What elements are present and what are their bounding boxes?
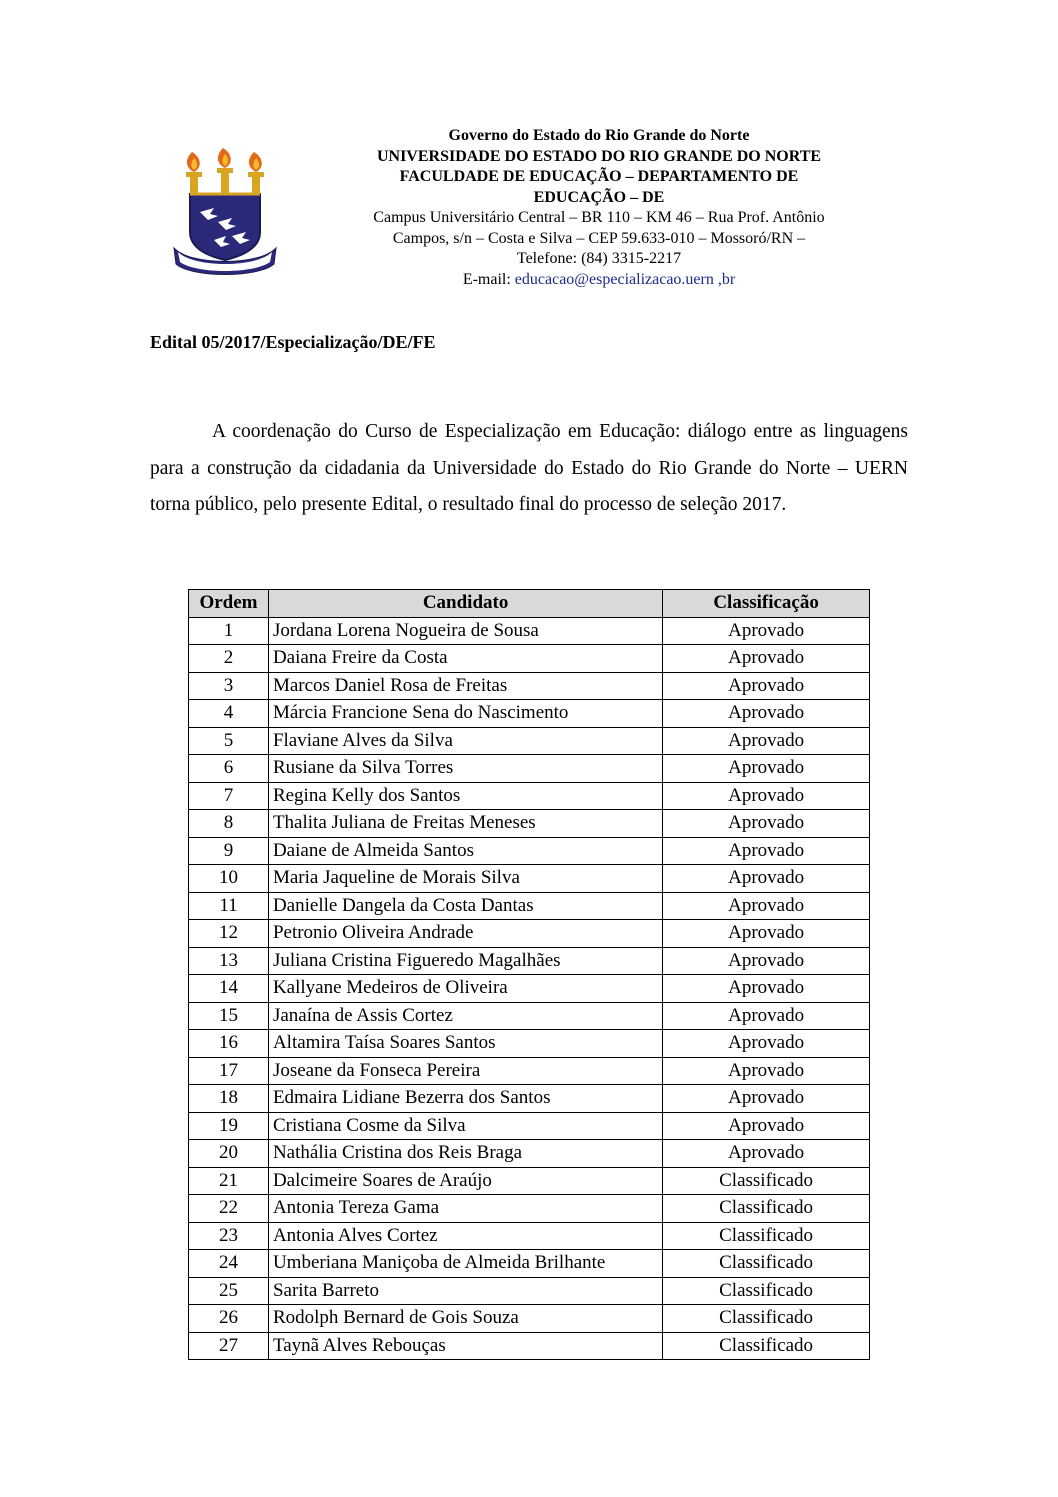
cell-classificacao: Aprovado [663, 920, 870, 948]
cell-candidato: Daiane de Almeida Santos [268, 837, 662, 865]
cell-candidato: Danielle Dangela da Costa Dantas [268, 892, 662, 920]
table-row [189, 700, 870, 728]
uern-crest-icon [170, 144, 280, 280]
table-row [189, 1222, 870, 1250]
table-row [189, 1277, 870, 1305]
cell-ordem: 21 [189, 1167, 269, 1195]
email-line [336, 270, 862, 291]
cell-candidato: Regina Kelly dos Santos [268, 782, 662, 810]
cell-candidato: Rodolph Bernard de Gois Souza [268, 1305, 662, 1333]
cell-ordem: 20 [189, 1140, 269, 1168]
address-line-1: Campus Universitário Central – BR 110 – KM 46 – Rua Prof. Antônio [373, 209, 825, 226]
table-row [189, 1305, 870, 1333]
cell-ordem: 22 [189, 1195, 269, 1223]
cell-classificacao: Aprovado [663, 947, 870, 975]
cell-ordem: 7 [189, 782, 269, 810]
email-label: E-mail: [462, 270, 515, 288]
cell-candidato: Cristiana Cosme da Silva [268, 1112, 662, 1140]
table-row [189, 645, 870, 673]
table-row [189, 1085, 870, 1113]
cell-ordem: 16 [189, 1030, 269, 1058]
table-row [189, 1002, 870, 1030]
table-header-row [189, 590, 870, 618]
cell-classificacao: Classificado [663, 1277, 870, 1305]
table-row [189, 1195, 870, 1223]
cell-ordem: 15 [189, 1002, 269, 1030]
faculty-name: FACULDADE DE EDUCAÇÃO – DEPARTAMENTO DE [399, 168, 799, 185]
cell-candidato: Dalcimeire Soares de Araújo [268, 1167, 662, 1195]
results-table [188, 589, 870, 1360]
cell-candidato: Antonia Tereza Gama [268, 1195, 662, 1223]
cell-candidato: Janaína de Assis Cortez [268, 1002, 662, 1030]
table-row [189, 727, 870, 755]
cell-candidato: Edmaira Lidiane Bezerra dos Santos [268, 1085, 662, 1113]
torch-left-icon [186, 152, 202, 197]
torch-right-icon [248, 152, 264, 197]
column-header-candidato: Candidato [268, 590, 662, 618]
cell-classificacao: Aprovado [663, 700, 870, 728]
cell-classificacao: Aprovado [663, 617, 870, 645]
cell-classificacao: Aprovado [663, 782, 870, 810]
cell-candidato: Antonia Alves Cortez [268, 1222, 662, 1250]
cell-candidato: Petronio Oliveira Andrade [268, 920, 662, 948]
table-row [189, 892, 870, 920]
announcement-paragraph: A coordenação do Curso de Especialização em Educação: diálogo entre as linguagens para a construção da cidadania da Universidade do Estado do Rio Grande do Norte – UERN torna público, pelo presente Edital, o resultado final do processo de seleção 2017. [150, 421, 908, 515]
cell-candidato: Taynã Alves Rebouças [268, 1332, 662, 1360]
table-row [189, 1112, 870, 1140]
cell-candidato: Kallyane Medeiros de Oliveira [268, 975, 662, 1003]
department-name: EDUCAÇÃO – DE [533, 188, 665, 206]
institution-header [336, 126, 862, 290]
cell-ordem: 9 [189, 837, 269, 865]
cell-ordem: 19 [189, 1112, 269, 1140]
cell-candidato: Nathália Cristina dos Reis Braga [268, 1140, 662, 1168]
address-line-2: Campos, s/n – Costa e Silva – CEP 59.633-010 – Mossoró/RN – [392, 229, 806, 247]
cell-ordem: 18 [189, 1085, 269, 1113]
table-row [189, 1250, 870, 1278]
table-row [189, 782, 870, 810]
cell-classificacao: Classificado [663, 1332, 870, 1360]
table-row [189, 865, 870, 893]
cell-ordem: 1 [189, 617, 269, 645]
cell-classificacao: Aprovado [663, 1140, 870, 1168]
cell-ordem: 6 [189, 755, 269, 783]
table-row [189, 810, 870, 838]
table-row [189, 1140, 870, 1168]
cell-ordem: 12 [189, 920, 269, 948]
cell-classificacao: Classificado [663, 1305, 870, 1333]
cell-classificacao: Aprovado [663, 975, 870, 1003]
cell-ordem: 3 [189, 672, 269, 700]
cell-classificacao: Aprovado [663, 1030, 870, 1058]
table-row [189, 920, 870, 948]
cell-candidato: Altamira Taísa Soares Santos [268, 1030, 662, 1058]
cell-candidato: Marcos Daniel Rosa de Freitas [268, 672, 662, 700]
table-row [189, 755, 870, 783]
cell-classificacao: Aprovado [663, 1112, 870, 1140]
cell-ordem: 11 [189, 892, 269, 920]
cell-candidato: Joseane da Fonseca Pereira [268, 1057, 662, 1085]
cell-classificacao: Aprovado [663, 727, 870, 755]
cell-ordem: 26 [189, 1305, 269, 1333]
cell-candidato: Sarita Barreto [268, 1277, 662, 1305]
table-row [189, 975, 870, 1003]
cell-candidato: Flaviane Alves da Silva [268, 727, 662, 755]
cell-ordem: 5 [189, 727, 269, 755]
edital-title: Edital 05/2017/Especialização/DE/FE [150, 332, 436, 352]
cell-classificacao: Aprovado [663, 865, 870, 893]
table-row [189, 947, 870, 975]
results-table-body [189, 617, 870, 1360]
cell-candidato: Jordana Lorena Nogueira de Sousa [268, 617, 662, 645]
crest-svg [170, 144, 280, 280]
table-row [189, 672, 870, 700]
cell-ordem: 24 [189, 1250, 269, 1278]
cell-classificacao: Aprovado [663, 810, 870, 838]
cell-ordem: 2 [189, 645, 269, 673]
cell-classificacao: Aprovado [663, 1057, 870, 1085]
cell-classificacao: Aprovado [663, 892, 870, 920]
cell-candidato: Márcia Francione Sena do Nascimento [268, 700, 662, 728]
table-row [189, 837, 870, 865]
cell-classificacao: Aprovado [663, 645, 870, 673]
cell-candidato: Thalita Juliana de Freitas Meneses [268, 810, 662, 838]
table-row [189, 1167, 870, 1195]
cell-candidato: Umberiana Maniçoba de Almeida Brilhante [268, 1250, 662, 1278]
cell-classificacao: Aprovado [663, 837, 870, 865]
cell-candidato: Daiana Freire da Costa [268, 645, 662, 673]
cell-ordem: 25 [189, 1277, 269, 1305]
table-row [189, 1057, 870, 1085]
government-name: Governo do Estado do Rio Grande do Norte [448, 127, 750, 144]
cell-classificacao: Aprovado [663, 755, 870, 783]
table-row [189, 1030, 870, 1058]
cell-classificacao: Classificado [663, 1167, 870, 1195]
cell-classificacao: Aprovado [663, 1085, 870, 1113]
torch-center-icon [217, 148, 233, 195]
table-row [189, 1332, 870, 1360]
email-link[interactable]: educacao@especializacao.uern ,br [514, 270, 736, 288]
cell-ordem: 8 [189, 810, 269, 838]
cell-candidato: Maria Jaqueline de Morais Silva [268, 865, 662, 893]
cell-classificacao: Classificado [663, 1222, 870, 1250]
cell-ordem: 27 [189, 1332, 269, 1360]
cell-candidato: Juliana Cristina Figueredo Magalhães [268, 947, 662, 975]
cell-classificacao: Classificado [663, 1250, 870, 1278]
cell-ordem: 10 [189, 865, 269, 893]
column-header-ordem: Ordem [189, 590, 269, 618]
column-header-classificacao: Classificação [663, 590, 870, 618]
cell-ordem: 4 [189, 700, 269, 728]
cell-ordem: 17 [189, 1057, 269, 1085]
table-row [189, 617, 870, 645]
cell-classificacao: Aprovado [663, 672, 870, 700]
cell-classificacao: Aprovado [663, 1002, 870, 1030]
cell-candidato: Rusiane da Silva Torres [268, 755, 662, 783]
university-name: UNIVERSIDADE DO ESTADO DO RIO GRANDE DO NORTE [376, 147, 822, 165]
cell-ordem: 14 [189, 975, 269, 1003]
cell-ordem: 13 [189, 947, 269, 975]
phone-line: Telefone: (84) 3315-2217 [516, 250, 682, 267]
cell-classificacao: Classificado [663, 1195, 870, 1223]
cell-ordem: 23 [189, 1222, 269, 1250]
